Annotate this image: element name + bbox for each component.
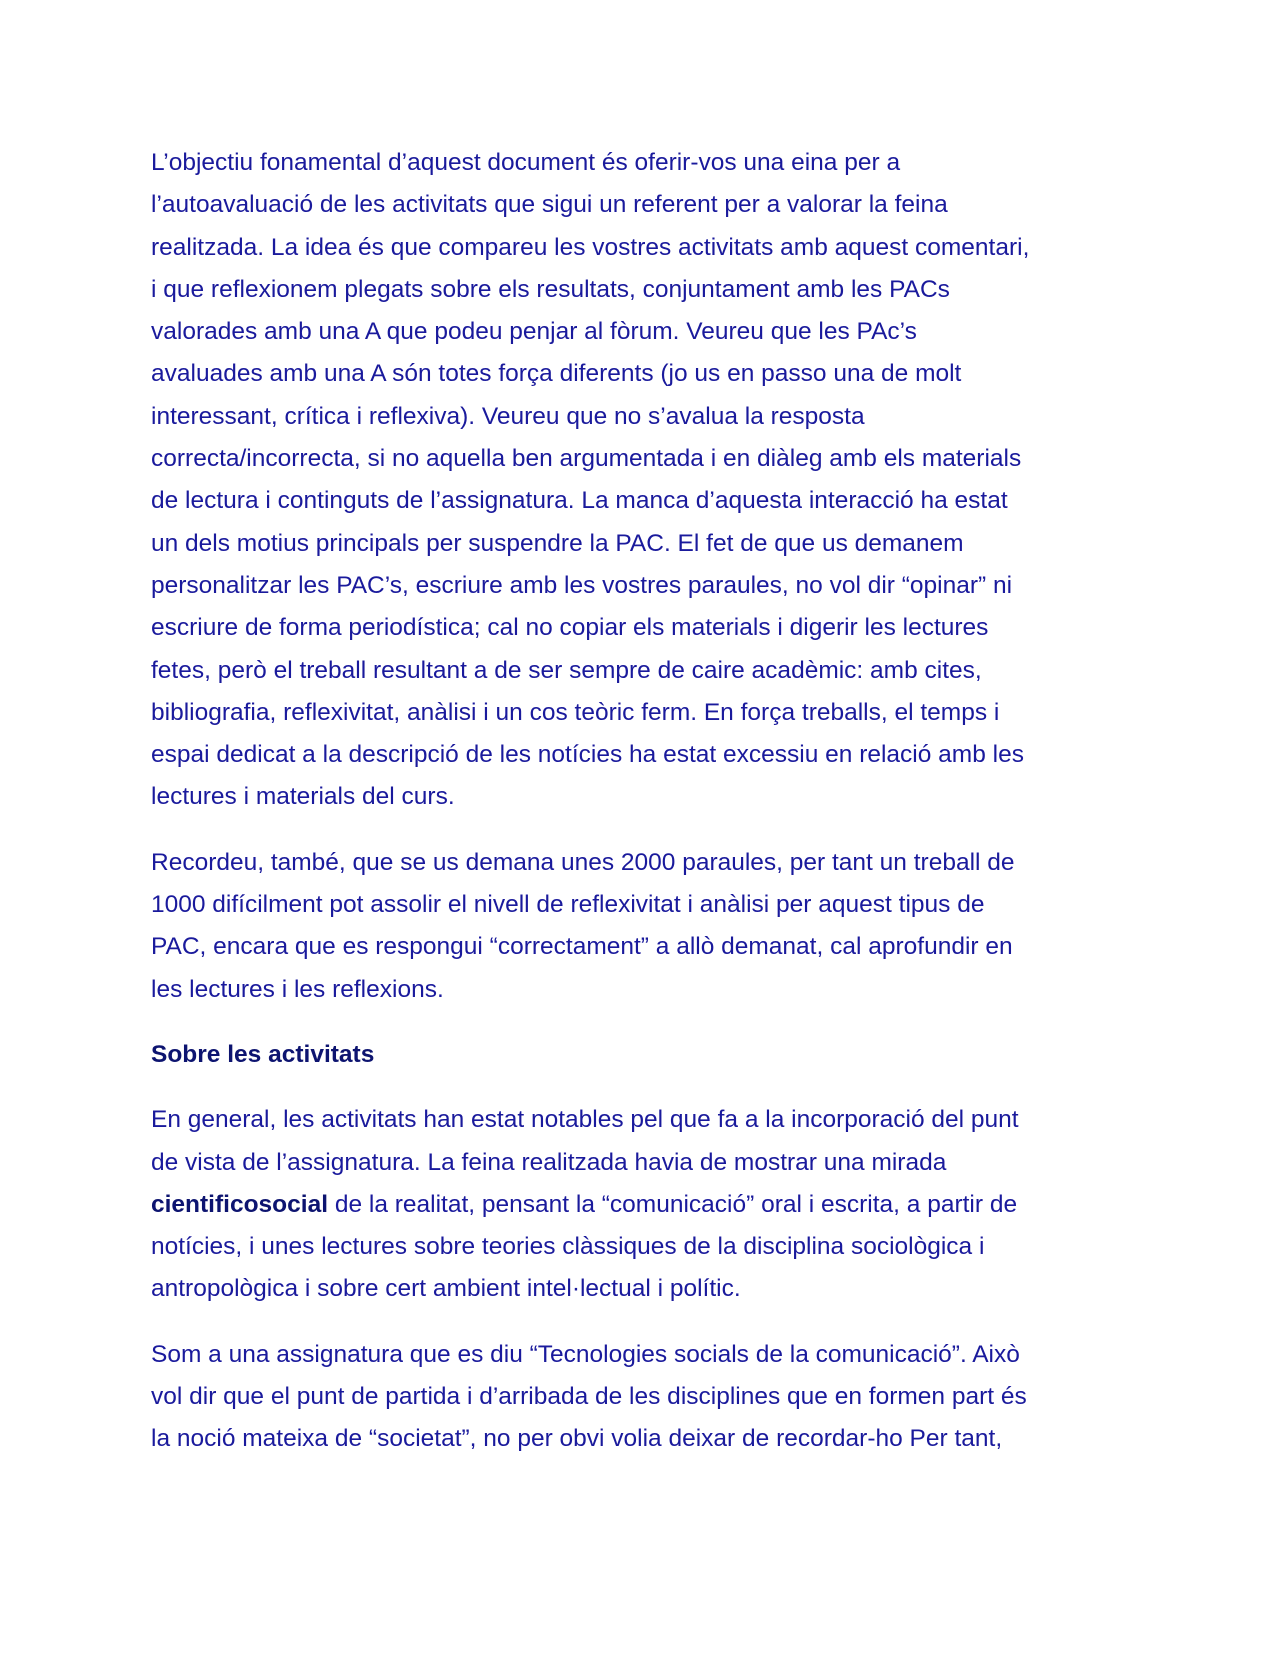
section-heading: Sobre les activitats	[151, 1040, 375, 1068]
paragraph-subject: Som a una assignatura que es diu “Tecnologies socials de la comunicació”. Això vol dir que el punt de partida i d’arribada de les disciplines que en formen part és la noció mateixa de “societat”, no per obvi volia deixar de recordar-ho Per tant,	[151, 1340, 1027, 1453]
paragraph-activities	[151, 1099, 1136, 1310]
paragraph-word-count: Recordeu, també, que se us demana unes 2000 paraules, per tant un treball de 1000 difícilment pot assolir el nivell de reflexivitat i anàlisi per aquest tipus de PAC, encara que es respongui “correctament” a allò demanat, cal aprofundir en les lectures i les reflexions.	[151, 848, 1015, 1003]
paragraph-activities-part2: de la realitat, pensant la “comunicació” oral i escrita, a partir de notícies, i unes lectures sobre teories clàssiques de la disciplina sociològica i antropològica i sobre cert ambient intel·lectual i polític.	[151, 1190, 1018, 1303]
document-page	[151, 142, 1136, 1484]
paragraph-intro: L’objectiu fonamental d’aquest document és oferir-vos una eina per a l’autoavaluació de les activitats que sigui un referent per a valorar la feina realitzada. La idea és que compareu les vostres activitats amb aquest comentari, i que reflexionem plegats sobre els resultats, conjuntament amb les PACs valorades amb una A que podeu penjar al fòrum. Veureu que les PAc’s avaluades amb una A són totes força diferents (jo us en passo una de molt interessant, crítica i reflexiva). Veureu que no s’avalua la resposta correcta/incorrecta, si no aquella ben argumentada i en diàleg amb els materials de lectura i continguts de l’assignatura. La manca d’aquesta interacció ha estat un dels motius principals per suspendre la PAC. El fet de que us demanem personalitzar les PAC’s, escriure amb les vostres paraules, no vol dir “opinar” ni escriure de forma periodística; cal no copiar els materials i digerir les lectures fetes, però el treball resultant a de ser sempre de caire acadèmic: amb cites, bibliografia, reflexivitat, anàlisi i un cos teòric ferm. En força treballs, el temps i espai dedicat a la descripció de les notícies ha estat excessiu en relació amb les lectures i materials del curs.	[151, 149, 1030, 811]
paragraph-activities-part1: En general, les activitats han estat notables pel que fa a la incorporació del punt de vista de l’assignatura. La feina realitzada havia de mostrar una mirada	[151, 1106, 1019, 1176]
bold-term-cientificosocial: cientificosocial	[151, 1190, 329, 1218]
